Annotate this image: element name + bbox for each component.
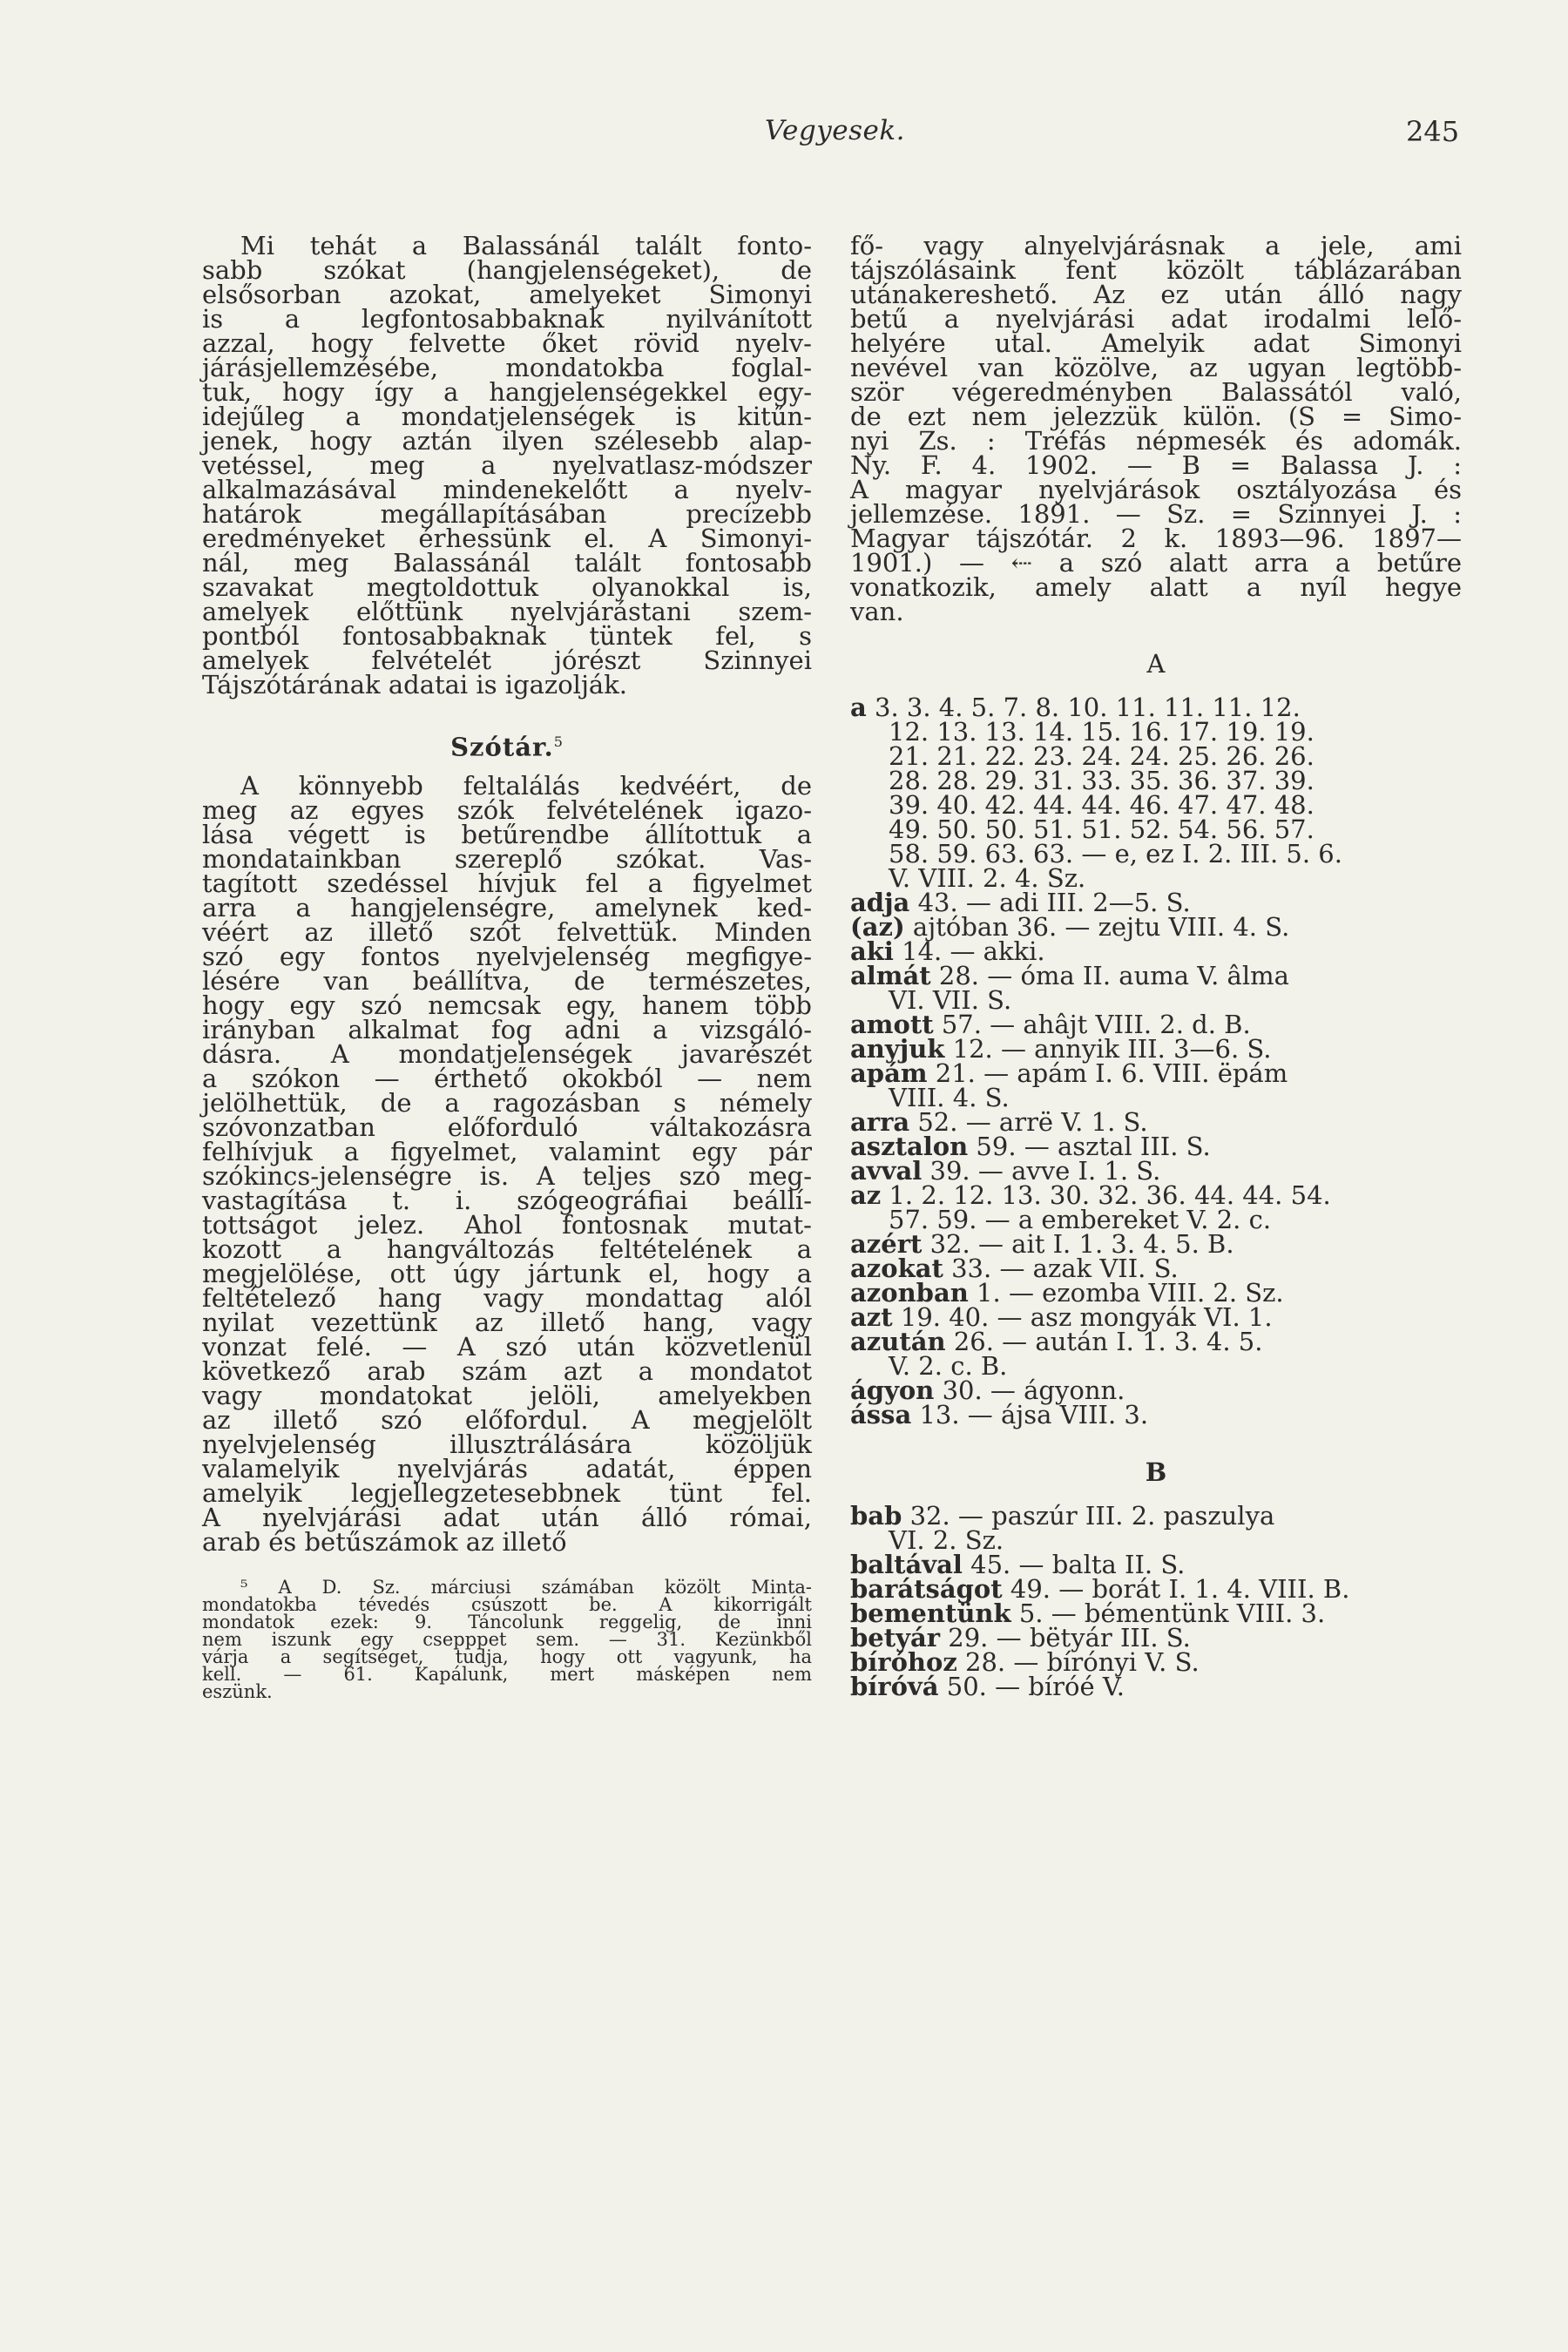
text-line: vastagítása t. i. szógeográfiai beállí- [202,1186,812,1215]
dictionary-entry [850,936,1462,966]
dictionary-entry [850,985,1462,1015]
dictionary-entry [850,814,1462,844]
text-line: jenek, hogy aztán ilyen szélesebb alap- [202,426,812,456]
dictionary-entry [850,863,1462,893]
text-line: amelyek felvételét jórészt Szinnyei [202,645,812,675]
text-line: nyi Zs. : Tréfás népmesék és adomák. [850,426,1462,456]
text-line: szó egy fontos nyelvjelenség megfigye- [202,942,812,971]
text-line: járásjellemzésébe, mondatokba foglal- [202,353,812,382]
dictionary-entry [850,1207,1462,1232]
text-line: nál, meg Balassánál talált fontosabb [202,548,812,578]
text-line: következő arab szám azt a mondatot [202,1356,812,1386]
entry-text: 30. — ágyonn. [934,1375,1125,1405]
dictionary-entry [850,1501,1462,1531]
entry-text: 28. 28. 29. 31. 33. 35. 36. 37. 39. [889,766,1315,795]
entry-text: V. VIII. 2. 4. Sz. [889,863,1086,893]
entry-text: 28. — óma II. auma V. âlma [930,961,1289,990]
entry-text: 49. 50. 50. 51. 51. 52. 54. 56. 57. [889,814,1315,844]
dictionary-entry [850,1180,1462,1210]
text-line: elsősorban azokat, amelyeket Simonyi [202,280,812,309]
entry-headword: anyjuk [850,1034,945,1064]
text-line: idejűleg a mondatjelenségek is kitűn- [202,402,812,431]
text-line: nevével van közölve, az ugyan legtöbb- [850,353,1462,382]
text-line: arab és betűszámok az illető [202,1527,567,1557]
entry-text: 32. — paszúr III. 2. paszulya [902,1501,1275,1531]
text-line: ször végeredményben Balassától való, [850,377,1462,407]
entry-headword: ássa [850,1400,912,1429]
entry-headword: adja [850,888,910,917]
dictionary-entry [850,1302,1462,1332]
footnote-line: mondatokba tévedés csúszott be. A kikorrigált [202,1594,812,1615]
entry-text: 21. 21. 22. 23. 24. 24. 25. 26. 26. [889,741,1315,771]
dictionary-entry [850,1574,1462,1604]
text-line: is a legfontosabbaknak nyilvánított [202,304,812,334]
text-line: hogy egy szó nemcsak egy, hanem több [202,990,812,1020]
footnote [202,1578,812,1700]
dictionary-entry [850,1647,1462,1677]
dictionary-entry [850,963,1462,988]
dictionary-entry [850,1402,1462,1427]
entry-headword: azután [850,1327,946,1356]
entry-text: 19. 40. — asz mongyák VI. 1. [892,1302,1273,1332]
section-title: Szótár.$^5$ [450,732,564,762]
dictionary-entry [850,890,1462,915]
dictionary-entry [850,1134,1462,1159]
page-number: 245 [1406,115,1460,148]
text-line: Ny. F. 4. 1902. — B = Balassa J. : [850,450,1462,480]
entry-text: ajtóban 36. — zejtu VIII. 4. S. [904,912,1290,942]
entry-text: 59. — asztal III. S. [968,1132,1211,1161]
entry-text: 43. — adi III. 2—5. S. [909,888,1191,917]
entry-text: 3. 3. 4. 5. 7. 8. 10. 11. 11. 11. 12. [866,693,1301,722]
dictionary-entry [850,1525,1462,1555]
entry-headword: bíróvá [850,1672,939,1701]
dictionary-entry [850,1552,1462,1577]
text-line: fő- vagy alnyelvjárásnak a jele, ami [850,231,1462,260]
entry-text: 26. — aután I. 1. 3. 4. 5. [945,1327,1263,1356]
text-line: megjelölése, ott úgy jártunk el, hogy a [202,1259,812,1288]
dictionary-entry [850,912,1462,942]
text-line: de ezt nem jelezzük külön. (S = Simo- [850,402,1462,431]
left-column [202,233,812,1700]
entry-text: 12. — annyik III. 3—6. S. [944,1034,1272,1064]
entry-text: 45. — balta II. S. [962,1550,1186,1579]
text-line: sabb szókat (hangjelenségeket), de [202,255,812,285]
entry-headword: azonban [850,1278,969,1308]
footnote-line: nem iszunk egy csepppet sem. — 31. Kezünkből [202,1629,812,1650]
dictionary-entries-b [850,1501,1462,1701]
entry-headword: a [850,693,867,722]
dictionary-entry [850,1375,1462,1405]
entry-text: VI. 2. Sz. [889,1525,1004,1555]
text-line: amelyik legjellegzetesebbnek tünt fel. [202,1478,812,1508]
entry-headword: bab [850,1501,902,1531]
letter-heading-b: B [1145,1457,1167,1487]
entry-headword: bíróhoz [850,1647,957,1677]
entry-text: 57. — ahâjt VIII. 2. d. B. [933,1010,1251,1039]
dictionary-entry [850,1256,1462,1281]
dictionary-entry [850,1012,1462,1037]
entry-text: 12. 13. 13. 14. 15. 16. 17. 19. 19. [889,717,1315,747]
footnote-marker: 5 [553,733,564,750]
text-line: mondatainkban szereplő szókat. Vas- [202,844,812,874]
text-line: vonatkozik, amely alatt a nyíl hegye [850,572,1462,602]
text-line: szavakat megtoldottuk olyanokkal is, [202,572,812,602]
text-line: tájszólásaink fent közölt táblázarában [850,255,1462,285]
text-line: nyelvjelenség illusztrálására közöljük [202,1429,812,1459]
entry-text: 28. — bírónyi V. S. [956,1647,1200,1677]
right-column [850,233,1462,1699]
dictionary-entry [850,1085,1462,1110]
dictionary-entry [850,1674,1462,1699]
text-line: szóvonzatban előforduló váltakozásra [202,1112,812,1142]
entry-text: VIII. 4. S. [889,1083,1010,1112]
entry-text: 39. — avve I. 1. S. [922,1156,1161,1186]
dictionary-entry [850,1278,1462,1308]
entry-text: 52. — arrë V. 1. S. [909,1107,1148,1137]
entry-text: 58. 59. 63. 63. — e, ez I. 2. III. 5. 6. [889,839,1342,868]
entry-headword: azokat [850,1254,943,1283]
entry-headword: (az) [850,912,905,942]
text-line: határok megállapításában precízebb [202,499,812,529]
text-line: van. [850,597,904,626]
text-line: alkalmazásával mindenekelőtt a nyelv- [202,475,812,504]
footnote-line: várja a segítséget, tudja, hogy ott vagyunk, ha [202,1646,812,1667]
dictionary-entry [850,1329,1462,1354]
dictionary-entry [850,741,1462,771]
dictionary-entry [850,1034,1462,1064]
entry-text: VI. VII. S. [889,985,1012,1015]
footnote-line: kell. — 61. Kapálunk, mert másképen nem [202,1664,812,1685]
text-line: dásra. A mondatjelenségek javarészét [202,1039,812,1069]
text-line: Tájszótárának adatai is igazolják. [202,670,628,700]
entry-text: 21. — apám I. 6. VIII. ëpám [927,1058,1288,1088]
entry-headword: arra [850,1107,910,1137]
text-line: eredményeket érhessünk el. A Simonyi- [202,524,812,553]
entry-text: 29. — bëtyár III. S. [940,1623,1191,1652]
text-line: helyére utal. Amelyik adat Simonyi [850,328,1462,358]
entry-text: 57. 59. — a embereket V. 2. c. [889,1205,1272,1234]
method-paragraph [202,771,812,1557]
text-line: arra a hangjelenségre, amelynek ked- [202,893,812,923]
entry-headword: bementünk [850,1598,1011,1628]
entry-text: 13. — ájsa VIII. 3. [911,1400,1149,1429]
text-line: utánakereshető. Az ez után álló nagy [850,280,1462,309]
text-line: szókincs-jelenségre is. A teljes szó meg- [202,1161,812,1191]
entry-headword: azt [850,1302,893,1332]
dictionary-entry [850,1625,1462,1650]
text-line: lésére van beállítva, de természetes, [202,966,812,996]
entry-text: 32. — ait I. 1. 3. 4. 5. B. [922,1229,1234,1259]
entry-text: 50. — bíróé V. [938,1672,1125,1701]
dictionary-entry [850,768,1462,793]
text-line: meg az egyes szók felvételének igazo- [202,795,812,825]
entry-headword: az [850,1180,882,1210]
dictionary-entry [850,1107,1462,1137]
entry-text: V. 2. c. B. [889,1351,1008,1381]
entry-headword: almát [850,961,931,990]
entry-headword: azért [850,1229,923,1259]
entry-headword: betyár [850,1623,941,1652]
dictionary-entry [850,1058,1462,1088]
text-line: jellemzése. 1891. — Sz. = Szinnyei J. : [850,499,1462,529]
intro-paragraph [202,231,812,700]
footnote-line: ⁵ A D. Sz. márciusi számában közölt Minta- [240,1577,812,1598]
text-line: jelölhettük, de a ragozásban s némely [202,1088,812,1118]
entry-text: 33. — azak VII. S. [943,1254,1179,1283]
text-line: pontból fontosabbaknak tüntek fel, s [202,621,812,651]
entry-text: 1. 2. 12. 13. 30. 32. 36. 44. 44. 54. [881,1180,1331,1210]
entry-headword: apám [850,1058,928,1088]
dictionary-entries-a [850,695,1462,1427]
text-line: A nyelvjárási adat után álló római, [202,1503,812,1532]
dictionary-entry [850,1229,1462,1259]
dictionary-entry [850,695,1462,720]
dictionary-entry [850,1156,1462,1186]
entry-text: 39. 40. 42. 44. 44. 46. 47. 47. 48. [889,790,1315,820]
entry-headword: avval [850,1156,923,1186]
text-line: a szókon — érthető okokból — nem [202,1064,812,1093]
text-line: feltételező hang vagy mondattag alól [202,1283,812,1313]
text-line: 1901.) — ⇠ a szó alatt arra a betűre [850,548,1462,578]
entry-headword: aki [850,936,894,966]
text-line: vetéssel, meg a nyelvatlasz-módszer [202,450,812,480]
text-line: azzal, hogy felvette őket rövid nyelv- [202,328,812,358]
dictionary-entry [850,1598,1462,1628]
text-line: tagított szedéssel hívjuk fel a figyelmet [202,868,812,898]
text-line: nyilat vezettünk az illető hang, vagy [202,1308,812,1337]
letter-heading-a: A [1146,649,1166,679]
footnote-line: eszünk. [202,1681,273,1702]
entry-headword: barátságot [850,1574,1003,1604]
entry-text: 5. — bémentünk VIII. 3. [1010,1598,1326,1628]
text-line: betű a nyelvjárási adat irodalmi lelő- [850,304,1462,334]
footnote-line: mondatok ezek: 9. Táncolunk reggelig, de inni [202,1612,812,1632]
entry-headword: ágyon [850,1375,935,1405]
text-line: irányban alkalmat fog adni a vizsgáló- [202,1015,812,1044]
dictionary-entry [850,841,1462,866]
text-line: vonzat felé. — A szó után közvetlenül [202,1332,812,1362]
entry-text: 49. — borát I. 1. 4. VIII. B. [1002,1574,1350,1604]
entry-text: 14. — akki. [893,936,1045,966]
dictionary-entry [850,1351,1462,1381]
entry-text: 1. — ezomba VIII. 2. Sz. [968,1278,1284,1308]
text-line: A könnyebb feltalálás kedvéért, de [240,771,812,801]
entry-headword: baltával [850,1550,963,1579]
text-line: lása végett is betűrendbe állítottuk a [202,820,812,849]
text-line: A magyar nyelvjárások osztályozása és [850,475,1462,504]
text-line: véért az illető szót felvettük. Minden [202,917,812,947]
text-line: tuk, hogy így a hangjelenségekkel egy- [202,377,812,407]
text-line: vagy mondatokat jelöli, amelyekben [202,1381,812,1410]
text-line: amelyek előttünk nyelvjárástani szem- [202,597,812,626]
text-line: tottságot jelez. Ahol fontosnak mutat- [202,1210,812,1240]
dictionary-entry [850,717,1462,747]
text-line: Mi tehát a Balassánál talált fonto- [240,231,812,260]
entry-headword: amott [850,1010,934,1039]
text-line: valamelyik nyelvjárás adatát, éppen [202,1454,812,1484]
dictionary-entry [850,790,1462,820]
continued-paragraph [850,233,1462,624]
text-line: Magyar tájszótár. 2 k. 1893—96. 1897— [850,524,1462,553]
entry-headword: asztalon [850,1132,969,1161]
text-line: az illető szó előfordul. A megjelölt [202,1405,812,1435]
text-line: felhívjuk a figyelmet, valamint egy pár [202,1137,812,1166]
running-header: Vegyesek. [765,115,905,146]
text-line: kozott a hangváltozás feltételének a [202,1234,812,1264]
